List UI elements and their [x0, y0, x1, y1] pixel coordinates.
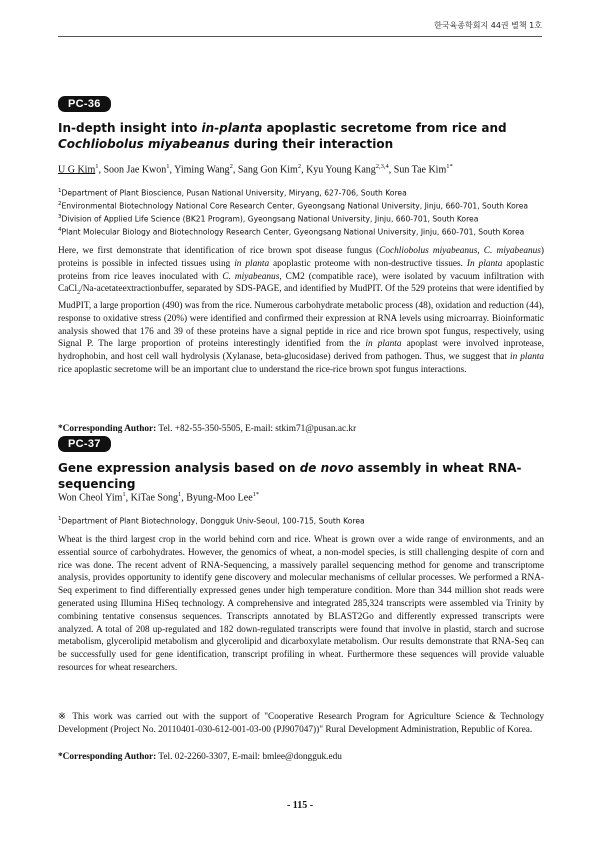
author-affiliation-mark: 1 — [166, 163, 170, 170]
running-header: 한국육종학회지 44권 별책 1호 — [434, 21, 542, 30]
header-rule — [58, 36, 542, 37]
abstract-body: Wheat is the third largest crop in the world behind corn and rice. Wheat is grown over a wide range of environments, and an essential source of carbohydrates. However, the genomics of wheat, a non-model species, is still challenging despite of corn and rice was done. The recent advent of RNA-Sequencing, a massively parallel sequencing method for genome and transcriptome analysis, provides opportunity to identify gene discovery and molecular mechanisms of cellular processes. We performed a RNA-Seq experiment to find differentially expressed genes under high temperature condition. More than 344 million shot reads were generated using Illumina HiSeq technology. A comprehensive and integrated 285,324 transcripts were assembled via Trinity by combining tentative consensus sequences. Transcripts annotated by BLAST2Go and differently expressed transcripts were analyzed. A total of 208 up-regulated and 182 down-regulated transcripts were found that involve in plastid, starch and sucrose metabolism, glycerolipid metabolism and glycerolipid and dicarboxylate metabolism. Our results demonstrate that RNA-Seq can be successfully used for gene identification, transcript profiling in wheat. Furthermore these sequences will provide valuable resources for wheat researchers. — [58, 535, 544, 673]
abstract-id-badge: PC-37 — [58, 436, 111, 452]
affiliation-line: $^4$Plant Molecular Biology and Biotechnology Research Center, Gyeongsang National University, Jinju, 660-701, South Korea — [58, 227, 525, 237]
author-affiliation-mark: 2,3,4 — [375, 163, 389, 170]
author-affiliation-mark: 2 — [229, 163, 233, 170]
author-affiliation-mark: 1 — [122, 491, 126, 498]
affiliation-line: $^2$Environmental Biotechnology National Core Research Center, Gyeongsang National University, Jinju, 660-701, South Korea — [58, 201, 529, 211]
affiliation-list — [58, 186, 544, 238]
author-name: Soon Jae Kwon — [103, 164, 167, 176]
corresponding-author: *Corresponding Author: Tel. +82-55-350-5505, E-mail: stkim71@pusan.ac.kr — [58, 424, 357, 434]
abstract-title: In-depth insight into in-planta apoplastic secretome from rice and Cochliobolus miyabeanus during their interaction — [58, 121, 507, 151]
acknowledgement: ※ This work was carried out with the support of "Cooperative Research Program for Agriculture Science & Technology Development (Project No. 20110401-030-612-001-03-00 (PJ907047))" Rural Development Administration, Republic of Korea. — [58, 712, 544, 735]
affiliation-line: $^1$Department of Plant Biotechnology, Dongguk Univ-Seoul, 100-715, South Korea — [58, 516, 365, 526]
abstract-id-badge: PC-36 — [58, 96, 111, 112]
author-list: U G Kim$^1$, Soon Jae Kwon$^1$, Yiming Wang$^2$, Sang Gon Kim$^2$, Kyu Young Kang$^{2,3,4}$, Sun Tae Kim$^{1*}$ — [58, 163, 453, 176]
abstract-pc-36 — [58, 94, 544, 112]
author-name: Kyu Young Kang — [306, 164, 376, 176]
author-affiliation-mark: 1* — [252, 491, 260, 498]
affiliation-line: $^3$Division of Applied Life Science (BK21 Program), Gyeongsang National University, Jinju, 660-701, South Korea — [58, 214, 479, 224]
abstract-title: Gene expression analysis based on de novo assembly in wheat RNA-sequencing — [58, 461, 522, 491]
author-affiliation-mark: 1 — [95, 163, 99, 170]
abstract-body: Here, we first demonstrate that identification of rice brown spot disease fungus (Cochliobolus miyabeanus, C. miyabeanus) proteins is possible in infected tissues using in planta apoplastic proteome with non-destructive tissues. In planta apoplastic proteins from rice leaves inoculated with C. miyabeanus, CM2 (compatible race), were isolated by vacuum infiltration with CaCl$_2$/Na-acetateextractionbuffer, separated by SDS-PAGE, and identified by MudPIT. Of the 529 proteins that were identified by MudPIT, a large proportion (490) was from the rice. Numerous carbohydrate metabolic process (48), oxidation and reduction (44), response to oxidative stress (20%) were identified and confirmed their expression at RNA levels using microarray. Bioinformatic analysis showed that 176 and 39 of these proteins have a signal peptide in rice and rice brown spot fungus, respectively, using Signal P. The large proportion of proteins interestingly identified from the in planta apoplast were involved inprotease, hydrophobin, and host cell wall hydrolysis (Xylanase, beta-glucosidase) derived from pathogen. Thus, we suggest that in planta rice apoplastic secretome will be an important clue to understand the rice-rice brown spot fungus interactions. — [58, 246, 544, 376]
author-affiliation-mark: 1 — [178, 491, 182, 498]
affiliation-list — [58, 514, 544, 527]
author-affiliation-mark: 2 — [297, 163, 302, 170]
author-name: Sang Gon Kim — [237, 164, 298, 176]
author-name: KiTae Song — [130, 492, 178, 504]
author-list: Won Cheol Yim$^1$, KiTae Song$^1$, Byung-Moo Lee$^{1*}$ — [58, 491, 260, 504]
author-name: Yiming Wang — [174, 164, 230, 176]
author-name: U G Kim — [58, 164, 96, 176]
corresponding-author: *Corresponding Author: Tel. 02-2260-3307, E-mail: bmlee@dongguk.edu — [58, 752, 342, 762]
affiliation-line: $^1$Department of Plant Bioscience, Pusan National University, Miryang, 627-706, South Korea — [58, 188, 407, 198]
author-name: Sun Tae Kim — [393, 164, 447, 176]
author-affiliation-mark: 1* — [446, 163, 453, 170]
page-number: - 115 - — [286, 800, 314, 811]
author-name: Won Cheol Yim — [58, 492, 123, 504]
author-name: Byung-Moo Lee — [186, 492, 253, 504]
abstract-pc-37 — [58, 434, 544, 452]
